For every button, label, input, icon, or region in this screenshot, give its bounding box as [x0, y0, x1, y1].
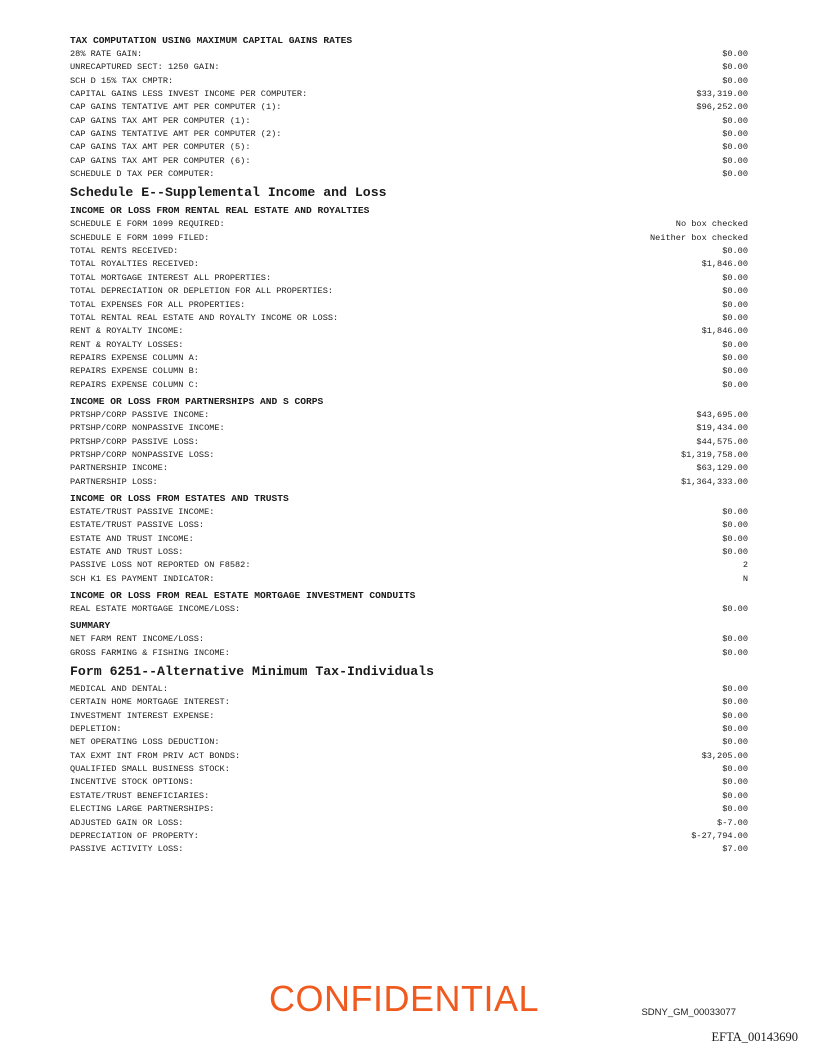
- data-row: [70, 409, 748, 422]
- data-row: [70, 339, 748, 352]
- row-value: $0.00: [722, 115, 748, 126]
- row-label: REAL ESTATE MORTGAGE INCOME/LOSS:: [70, 604, 241, 615]
- row-label: INVESTMENT INTEREST EXPENSE:: [70, 710, 215, 721]
- row-value: $0.00: [722, 142, 748, 153]
- row-value: $0.00: [722, 366, 748, 377]
- row-value: $0.00: [722, 634, 748, 645]
- row-label: PRTSHP/CORP PASSIVE INCOME:: [70, 409, 210, 420]
- data-row: [70, 647, 748, 660]
- row-label: REPAIRS EXPENSE COLUMN C:: [70, 379, 199, 390]
- capgains-rows: [70, 48, 748, 181]
- data-row: [70, 436, 748, 449]
- row-value: $1,846.00: [701, 259, 748, 270]
- data-row: [70, 476, 748, 489]
- efta-number: EFTA_00143690: [711, 1030, 798, 1044]
- row-label: CAP GAINS TAX AMT PER COMPUTER (6):: [70, 155, 251, 166]
- form-6251-title: Form 6251--Alternative Minimum Tax-Individuals: [70, 664, 435, 680]
- row-label: CAP GAINS TENTATIVE AMT PER COMPUTER (1):: [70, 102, 282, 113]
- row-label: ADJUSTED GAIN OR LOSS:: [70, 817, 184, 828]
- row-value: $0.00: [722, 169, 748, 180]
- data-row: [70, 155, 748, 168]
- data-row: [70, 285, 748, 298]
- row-label: INCENTIVE STOCK OPTIONS:: [70, 777, 194, 788]
- row-label: CERTAIN HOME MORTGAGE INTEREST:: [70, 697, 230, 708]
- confidential-stamp: CONFIDENTIAL: [269, 978, 540, 1019]
- row-label: TOTAL MORTGAGE INTEREST ALL PROPERTIES:: [70, 272, 272, 283]
- row-value: $0.00: [722, 379, 748, 390]
- row-value: $1,846.00: [701, 326, 748, 337]
- data-row: [70, 462, 748, 475]
- data-row: [70, 696, 748, 709]
- bates-number: SDNY_GM_00033077: [641, 1007, 736, 1018]
- data-row: [70, 803, 748, 816]
- row-label: CAP GAINS TAX AMT PER COMPUTER (5):: [70, 142, 251, 153]
- row-label: RENT & ROYALTY INCOME:: [70, 326, 184, 337]
- row-value: $0.00: [722, 129, 748, 140]
- row-value: $-7.00: [717, 817, 748, 828]
- row-value: $0.00: [722, 272, 748, 283]
- row-label: CAPITAL GAINS LESS INVEST INCOME PER COMPUTER:: [70, 89, 308, 100]
- row-value: $33,319.00: [696, 89, 748, 100]
- data-row: [70, 830, 748, 843]
- row-label: PASSIVE LOSS NOT REPORTED ON F8582:: [70, 560, 251, 571]
- row-value: $0.00: [722, 804, 748, 815]
- row-label: ESTATE AND TRUST INCOME:: [70, 533, 194, 544]
- row-label: QUALIFIED SMALL BUSINESS STOCK:: [70, 764, 230, 775]
- data-row: [70, 533, 748, 546]
- row-label: SCHEDULE E FORM 1099 REQUIRED:: [70, 219, 225, 230]
- row-label: PRTSHP/CORP NONPASSIVE INCOME:: [70, 423, 225, 434]
- row-value: $0.00: [722, 520, 748, 531]
- row-label: SCHEDULE E FORM 1099 FILED:: [70, 232, 210, 243]
- row-label: PRTSHP/CORP PASSIVE LOSS:: [70, 436, 199, 447]
- row-label: RENT & ROYALTY LOSSES:: [70, 339, 184, 350]
- row-label: ESTATE AND TRUST LOSS:: [70, 547, 184, 557]
- row-label: TOTAL RENTAL REAL ESTATE AND ROYALTY INCOME OR LOSS:: [70, 312, 339, 323]
- data-row: [70, 449, 748, 462]
- row-value: $0.00: [722, 777, 748, 788]
- row-label: NET OPERATING LOSS DEDUCTION:: [70, 737, 220, 748]
- row-value: $0.00: [722, 764, 748, 775]
- data-row: [70, 723, 748, 736]
- data-row: [70, 379, 748, 392]
- data-row: [70, 736, 748, 749]
- row-value: N: [742, 573, 748, 584]
- row-value: $0.00: [722, 506, 748, 517]
- row-value: $0.00: [722, 246, 748, 257]
- row-value: $0.00: [722, 737, 748, 748]
- data-row: [70, 352, 748, 365]
- data-row: [70, 272, 748, 285]
- row-value: $0.00: [722, 604, 748, 615]
- rental-heading: INCOME OR LOSS FROM RENTAL REAL ESTATE AND ROYALTIES: [70, 205, 370, 217]
- data-row: [70, 843, 748, 856]
- row-value: $43,695.00: [696, 409, 748, 420]
- row-label: CAP GAINS TENTATIVE AMT PER COMPUTER (2):: [70, 129, 282, 140]
- data-row: [70, 61, 748, 74]
- row-value: $1,364,333.00: [680, 476, 748, 487]
- row-value: $96,252.00: [696, 102, 748, 113]
- row-label: TOTAL RENTS RECEIVED:: [70, 246, 179, 257]
- row-label: TOTAL DEPRECIATION OR DEPLETION FOR ALL PROPERTIES:: [70, 286, 334, 297]
- data-row: [70, 218, 748, 231]
- row-label: ESTATE/TRUST PASSIVE LOSS:: [70, 520, 205, 531]
- form-6251-rows: [70, 683, 748, 856]
- row-label: PRTSHP/CORP NONPASSIVE LOSS:: [70, 449, 215, 460]
- row-value: $3,205.00: [701, 750, 748, 761]
- partnerships-rows: [70, 409, 748, 489]
- data-row: [70, 88, 748, 101]
- estates-heading: INCOME OR LOSS FROM ESTATES AND TRUSTS: [70, 492, 289, 504]
- data-row: [70, 258, 748, 271]
- row-label: GROSS FARMING & FISHING INCOME:: [70, 647, 230, 658]
- row-value: $0.00: [722, 49, 748, 59]
- row-value: No box checked: [675, 219, 748, 230]
- row-label: PARTNERSHIP INCOME:: [70, 463, 168, 474]
- data-row: [70, 790, 748, 803]
- data-row: [70, 559, 748, 572]
- data-row: [70, 633, 748, 646]
- row-label: ESTATE/TRUST PASSIVE INCOME:: [70, 506, 215, 517]
- row-label: UNRECAPTURED SECT: 1250 GAIN:: [70, 62, 220, 73]
- data-row: [70, 75, 748, 88]
- row-label: CAP GAINS TAX AMT PER COMPUTER (1):: [70, 115, 251, 126]
- row-label: SCHEDULE D TAX PER COMPUTER:: [70, 169, 215, 180]
- row-label: TAX EXMT INT FROM PRIV ACT BONDS:: [70, 750, 241, 761]
- row-value: $63,129.00: [696, 463, 748, 474]
- row-value: $0.00: [722, 710, 748, 721]
- tax-document-page: [70, 34, 748, 857]
- row-value: $0.00: [722, 790, 748, 801]
- row-value: Neither box checked: [650, 232, 748, 243]
- row-label: TOTAL ROYALTIES RECEIVED:: [70, 259, 199, 270]
- rental-rows: [70, 218, 748, 391]
- row-label: DEPLETION:: [70, 724, 122, 735]
- row-label: 28% RATE GAIN:: [70, 49, 143, 59]
- data-row: [70, 506, 748, 519]
- row-value: $1,319,758.00: [680, 449, 748, 460]
- row-value: $7.00: [722, 844, 748, 855]
- row-value: $0.00: [722, 62, 748, 73]
- data-row: [70, 750, 748, 763]
- remic-heading: INCOME OR LOSS FROM REAL ESTATE MORTGAGE INVESTMENT CONDUITS: [70, 590, 416, 602]
- row-value: $0.00: [722, 299, 748, 310]
- row-value: $0.00: [722, 697, 748, 708]
- schedule-e-title: Schedule E--Supplemental Income and Loss: [70, 185, 387, 201]
- row-value: $0.00: [722, 312, 748, 323]
- data-row: [70, 817, 748, 830]
- data-row: [70, 683, 748, 696]
- row-value: $0.00: [722, 75, 748, 86]
- row-label: SCH K1 ES PAYMENT INDICATOR:: [70, 573, 215, 584]
- data-row: [70, 232, 748, 245]
- data-row: [70, 519, 748, 532]
- row-label: PASSIVE ACTIVITY LOSS:: [70, 844, 184, 855]
- row-value: $0.00: [722, 286, 748, 297]
- row-label: SCH D 15% TAX CMPTR:: [70, 75, 174, 86]
- row-label: REPAIRS EXPENSE COLUMN A:: [70, 352, 199, 363]
- row-label: REPAIRS EXPENSE COLUMN B:: [70, 366, 199, 377]
- data-row: [70, 365, 748, 378]
- row-value: $0.00: [722, 724, 748, 735]
- data-row: [70, 299, 748, 312]
- data-row: [70, 422, 748, 435]
- data-row: [70, 603, 748, 616]
- row-value: 2: [742, 560, 748, 571]
- row-value: $0.00: [722, 352, 748, 363]
- row-value: $0.00: [722, 533, 748, 544]
- data-row: [70, 101, 748, 114]
- data-row: [70, 776, 748, 789]
- row-value: $-27,794.00: [691, 830, 748, 841]
- row-value: $0.00: [722, 339, 748, 350]
- row-label: MEDICAL AND DENTAL:: [70, 684, 168, 695]
- data-row: [70, 546, 748, 559]
- row-label: TOTAL EXPENSES FOR ALL PROPERTIES:: [70, 299, 246, 310]
- row-value: $0.00: [722, 155, 748, 166]
- data-row: [70, 312, 748, 325]
- row-label: ELECTING LARGE PARTNERSHIPS:: [70, 804, 215, 815]
- row-value: $0.00: [722, 647, 748, 658]
- row-label: PARTNERSHIP LOSS:: [70, 476, 158, 487]
- summary-rows: [70, 633, 748, 660]
- estates-rows: [70, 506, 748, 586]
- remic-rows: [70, 603, 748, 616]
- data-row: [70, 573, 748, 586]
- summary-heading: SUMMARY: [70, 620, 111, 632]
- row-value: $19,434.00: [696, 423, 748, 434]
- row-value: $0.00: [722, 684, 748, 695]
- data-row: [70, 168, 748, 181]
- data-row: [70, 48, 748, 61]
- row-value: $0.00: [722, 547, 748, 557]
- row-value: $44,575.00: [696, 436, 748, 447]
- data-row: [70, 128, 748, 141]
- data-row: [70, 325, 748, 338]
- row-label: NET FARM RENT INCOME/LOSS:: [70, 634, 205, 645]
- data-row: [70, 115, 748, 128]
- data-row: [70, 141, 748, 154]
- data-row: [70, 710, 748, 723]
- data-row: [70, 245, 748, 258]
- capgains-heading: TAX COMPUTATION USING MAXIMUM CAPITAL GAINS RATES: [70, 35, 353, 46]
- data-row: [70, 763, 748, 776]
- row-label: DEPRECIATION OF PROPERTY:: [70, 830, 199, 841]
- partnerships-heading: INCOME OR LOSS FROM PARTNERSHIPS AND S CORPS: [70, 395, 324, 407]
- row-label: ESTATE/TRUST BENEFICIARIES:: [70, 790, 210, 801]
